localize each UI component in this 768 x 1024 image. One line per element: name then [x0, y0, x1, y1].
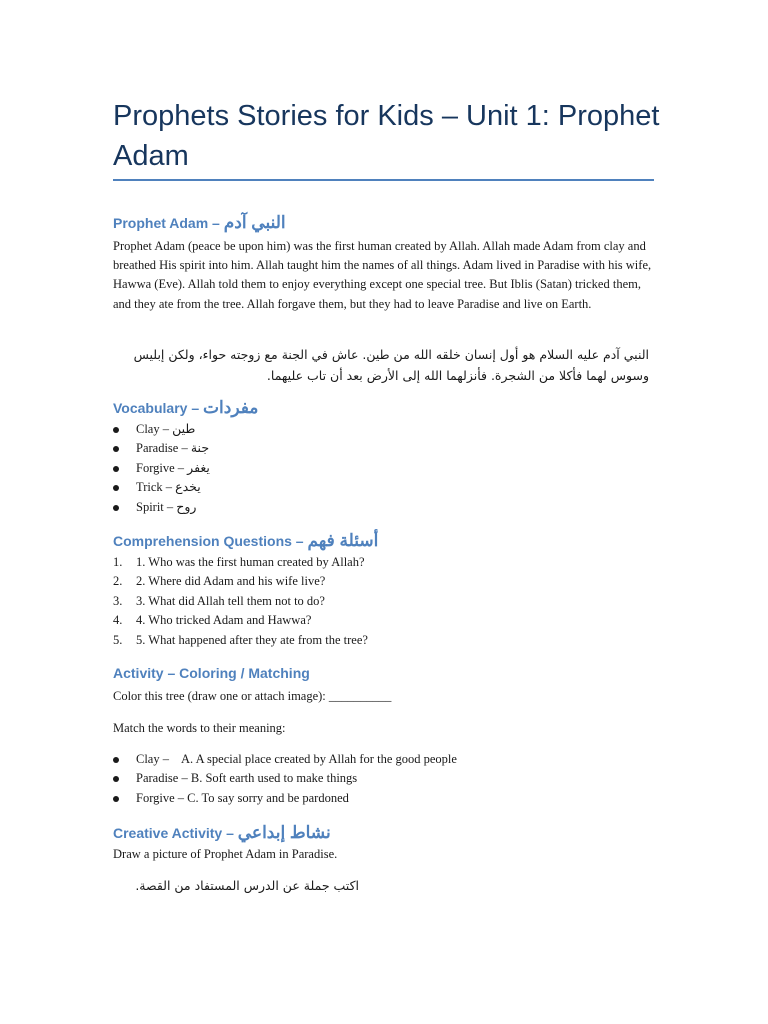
document-page: Prophets Stories for Kids – Unit 1: Prophet Adam Prophet Adam – النبي آدم Prophet Adam (peace be upon him) was the first human created by Allah. Allah made Adam from clay and breathed His spirit into him. Allah taught him the names of all things. Adam lived in Paradise with his wife, Hawwa (Eve). Allah told them to enjoy everything except one special tree. But Iblis (Satan) tricked them, and they ate from the tree. Allah forgave them, but they had to leave Paradise and live on Earth. النبي آدم عليه السلام هو أول إنسان خلقه الله من طين. عاش في الجنة مع زوجته حواء، ولكن إبليس وسوس لهما فأكلا من الشجرة. فأنزلهما الله إلى الأرض بعد أن تاب عليهما. Vocabulary – مفردات Clay – طين Paradise – جنة Forgive – يغفر Trick – يخدع Spirit – روح Comprehension Questions – أسئلة فهم 1. 1. Who was the first human created by Allah? 2. 2. Where did Adam and his wife live? 3. 3. What did Allah tell them not to do? 4. 4. Who tricked Adam and Hawwa? 5. 5. What happened after they ate from the tree? Activity – Coloring / Matching Color this tree (draw one or attach image): __________ Match the words to their meaning: Clay – A. A special place created by Allah for the good people Paradise – B. Soft earth used to make things Forgive – C. To say sorry and be pardoned Creative Activity – نشاط إبداعي Draw a picture of Prophet Adam in Paradise. اكتب جملة عن الدرس المستفاد من القصة.	[0, 0, 768, 1024]
heading-en: Comprehension Questions –	[113, 533, 304, 549]
heading-ar: نشاط إبداعي	[237, 823, 331, 842]
bullet-icon	[113, 446, 119, 452]
bullet-icon	[113, 757, 119, 763]
story-paragraph-arabic: النبي آدم عليه السلام هو أول إنسان خلقه الله من طين. عاش في الجنة مع زوجته حواء، ولكن إبليس وسوس لهما فأكلا من الشجرة. فأنزلهما الله إلى الأرض بعد أن تاب عليهما.	[133, 347, 649, 383]
heading-en: Prophet Adam –	[113, 215, 220, 231]
bullet-icon	[113, 466, 119, 472]
heading-vocabulary	[113, 398, 258, 418]
story-paragraph: Prophet Adam (peace be upon him) was the first human created by Allah. Allah made Adam from clay and breathed His spirit into him. Allah taught him the names of all things. Adam lived in Paradise with his wife, Hawwa (Eve). Allah told them to enjoy everything except one special tree. But Iblis (Satan) tricked them, and they ate from the tree. Allah forgave them, but they had to leave Paradise and live on Earth.	[113, 239, 652, 311]
creative-instruction: Draw a picture of Prophet Adam in Paradise.	[113, 847, 338, 861]
heading-ar: أسئلة فهم	[307, 531, 379, 550]
heading-comprehension	[113, 531, 378, 551]
bullet-icon	[113, 427, 119, 433]
page-title: Prophets Stories for Kids – Unit 1: Prophet Adam	[113, 100, 660, 172]
color-instruction: Color this tree (draw one or attach image): __________	[113, 689, 392, 703]
bullet-icon	[113, 485, 119, 491]
heading-activity	[113, 665, 310, 681]
match-instruction: Match the words to their meaning:	[113, 721, 286, 735]
bullet-icon	[113, 796, 119, 802]
heading-prophet-adam	[113, 213, 286, 233]
heading-ar: مفردات	[203, 398, 259, 417]
heading-creative	[113, 823, 331, 843]
heading-en: Vocabulary –	[113, 400, 200, 416]
heading-text: Activity – Coloring / Matching	[113, 665, 310, 681]
heading-ar: النبي آدم	[223, 213, 286, 232]
title-underline	[113, 179, 654, 181]
bullet-icon	[113, 776, 119, 782]
bullet-icon	[113, 505, 119, 511]
creative-instruction-arabic: اكتب جملة عن الدرس المستفاد من القصة.	[135, 878, 359, 893]
heading-en: Creative Activity –	[113, 825, 234, 841]
